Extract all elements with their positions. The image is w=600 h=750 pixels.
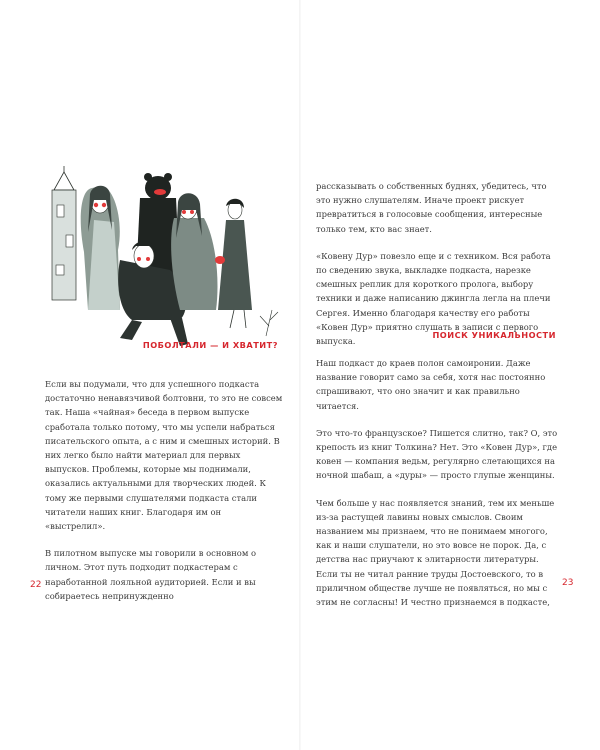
witch-figure-3 — [171, 193, 217, 310]
paragraph: рассказывать о собственных буднях, убедитесь, что это нужно слушателям. Иначе проект рискует превратиться в голосовые сообщения, интересные только тем, кто вас знает. — [316, 181, 547, 234]
witch-figure-1 — [81, 186, 120, 310]
house-drawing — [52, 166, 76, 300]
page-number-right: 23 — [562, 578, 574, 588]
paragraph: Наш подкаст до краев полон самоиронии. Даже название говорит само за себя, хотя нас постоянно спрашивают, что оно значит и как правильно читается. — [316, 358, 546, 411]
paragraph: Это что-то французское? Пишется слитно, так? О, это крепость из книг Толкина? Нет. Это «Ковен Дур», где ковен — компания ведьм, регулярно слетающихся на ночной шабаш, а «дуры» — просто глупые женщины. — [316, 427, 558, 481]
page-number-left: 22 — [30, 580, 42, 590]
paragraph: В пилотном выпуске мы говорили в основном о личном. Этот путь подходит подкастерам с наработанной лояльной аудиторией. Если и вы собираетесь непринужденно — [45, 548, 257, 601]
paragraph: Если вы подумали, что для успешного подкаста достаточно ненавязчивой болтовни, то это не совсем так. Наша «чайная» беседа в первом выпуске сработала только потому, что мы успели набраться писательского опыта, а с ним и смешных историй. В них легко было найти материал для первых выпусков. Проблемы, которые мы поднимали, оказались актуальными для творческих людей. К тому же первыми слушателями подкаста стали читатели наших книг. Благодаря им он «выстрелил». — [45, 379, 283, 532]
paragraph: «Ковену Дур» повезло еще и с техником. Вся работа по сведению звука, выкладке подкаста, нарезке смешных реплик для короткого пролога, выбору техники и даже написанию джинглa легла на плечи Сергея. Именно благодаря качеству его работы «Ковен Дур» приятно слушать в записи с первого выпуска. — [316, 250, 551, 347]
section-heading-right: ПОИСК УНИКАЛЬНОСТИ — [432, 330, 556, 340]
page-fold — [299, 0, 301, 750]
witch-figure-4 — [215, 199, 252, 328]
witches-group-illustration — [40, 160, 290, 350]
left-page-text — [45, 377, 283, 616]
plant-sketch — [260, 310, 278, 336]
section-heading-left: ПОБОЛТАЛИ — И ХВАТИТ? — [142, 340, 278, 350]
right-page-text-bottom — [316, 356, 561, 622]
paragraph: Чем больше у нас появляется знаний, тем их меньше из-за растущей лавины новых смыслов. Своим названием мы признаем, что не понимаем многого, как и наши слушатели, но это вовсе не порок. Да, с детства нас приучают к элитарности литературы. Если ты не читал ранние труды Достоевского, то в приличном обществе лучше не появляться, но мы с этим не согласны! И честно признаемся в подкасте, — [316, 497, 555, 608]
